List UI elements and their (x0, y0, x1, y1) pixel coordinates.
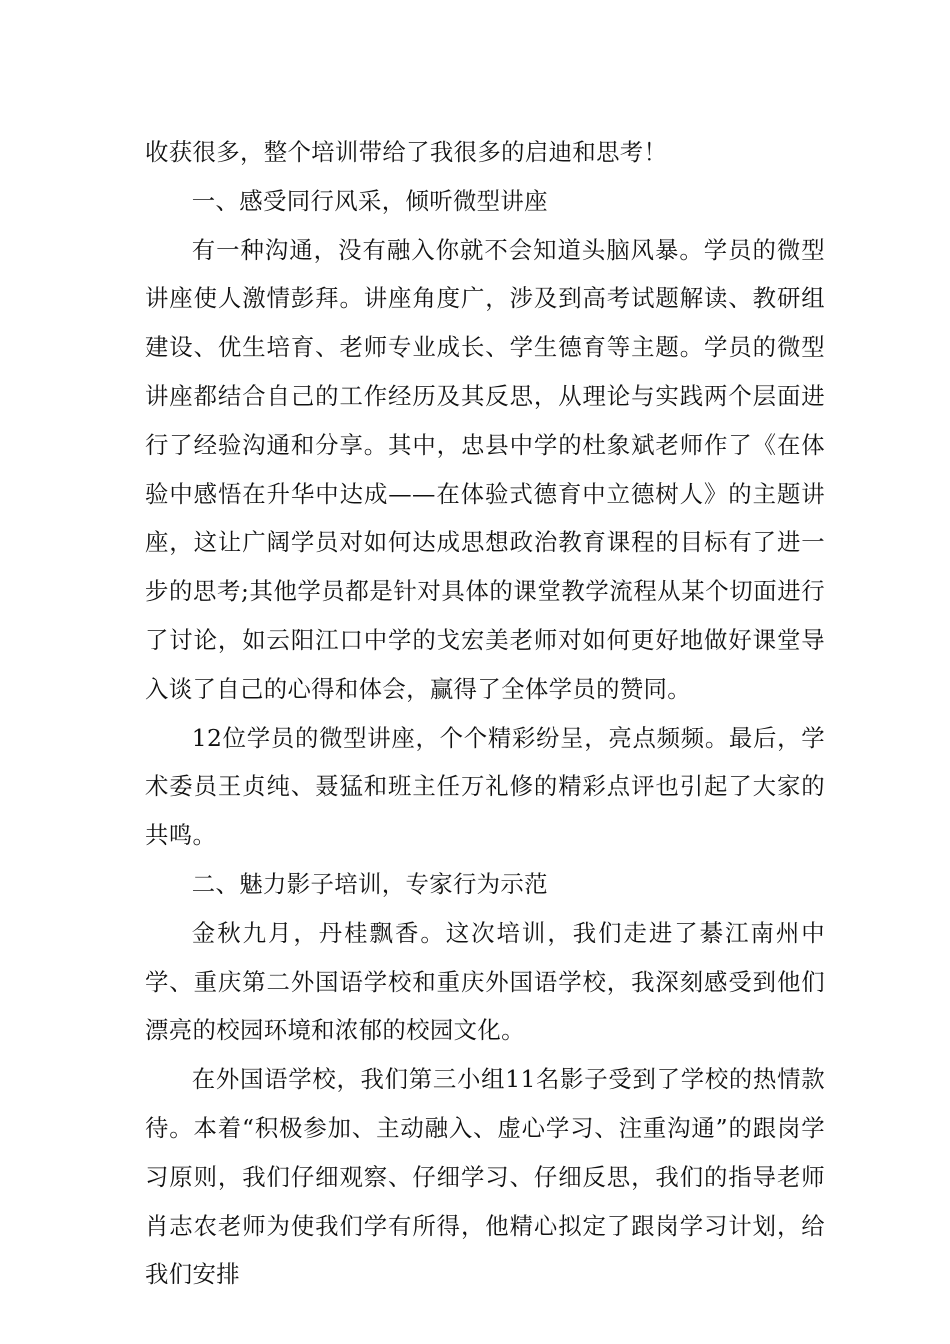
paragraph-micro-lectures: 有一种沟通，没有融入你就不会知道头脑风暴。学员的微型讲座使人激情彭拜。讲座角度广，涉及到高考试题解读、教研组建设、优生培育、老师专业成长、学生德育等主题。学员的微型讲座都结合自己的工作经历及其反思，从理论与实践两个层面进行了经验沟通和分享。其中，忠县中学的杜象斌老师作了《在体验中感悟在升华中达成——在体验式德育中立德树人》的主题讲座，这让广阔学员对如何达成思想政治教育课程的目标有了进一步的思考;其他学员都是针对具体的课堂教学流程从某个切面进行了讨论，如云阳江口中学的戈宏美老师对如何更好地做好课堂导入谈了自己的心得和体会，赢得了全体学员的赞同。 (145, 235, 825, 703)
paragraph-foreign-language-school: 在外国语学校，我们第三小组11名影子受到了学校的热情款待。本着“积极参加、主动融入、虚心学习、注重沟通”的跟岗学习原则，我们仔细观察、仔细学习、仔细反思，我们的指导老师肖志农老师为使我们学有所得，他精心拟定了跟岗学习计划，给我们安排 (145, 1065, 825, 1289)
paragraph-continuation: 收获很多，整个培训带给了我很多的启迪和思考！ (145, 138, 668, 166)
section-heading-1: 一、感受同行风采，倾听微型讲座 (191, 186, 548, 215)
section-heading-2: 二、魅力影子培训，专家行为示范 (191, 869, 548, 898)
paragraph-lecture-summary: 12位学员的微型讲座，个个精彩纷呈，亮点频频。最后，学术委员王贞纯、聂猛和班主任万礼修的精彩点评也引起了大家的共鸣。 (145, 723, 825, 850)
paragraph-school-visits: 金秋九月，丹桂飘香。这次培训，我们走进了綦江南州中学、重庆第二外国语学校和重庆外国语学校，我深刻感受到他们漂亮的校园环境和浓郁的校园文化。 (145, 918, 825, 1045)
document-body (145, 128, 825, 1299)
